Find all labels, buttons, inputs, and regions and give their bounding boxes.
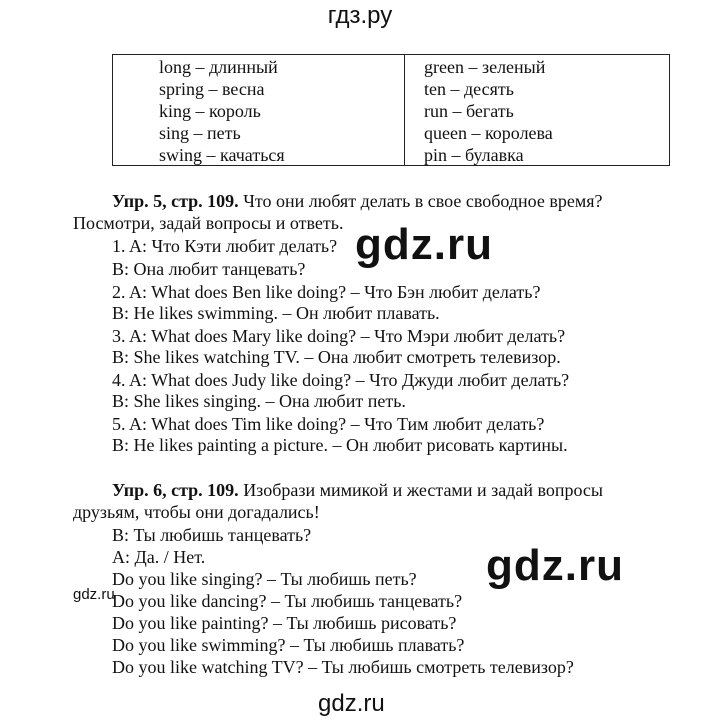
vocab-item: queen – королева [424,123,553,143]
question-line: Do you like watching TV? – Ты любишь смотреть телевизор? [112,657,574,677]
vocab-item: long – длинный [159,57,278,77]
question-line: Do you like painting? – Ты любишь рисовать? [112,613,457,633]
vocab-item: pin – булавка [424,145,524,165]
watermark-footer: gdz.ru [318,690,385,717]
exercise-5-intro: Что они любят делать в свое свободное время? [238,191,603,211]
vocab-item: swing – качаться [159,145,285,165]
dialogue-line: B: She likes watching TV. – Она любит смотреть телевизор. [112,347,561,367]
exercise-5-title: Упр. 5, стр. 109. [112,191,239,211]
exercise-5-heading [112,191,603,211]
vocab-item: ten – десять [424,79,514,99]
dialogue-line: 5. A: What does Tim like doing? – Что Тим любит делать? [112,414,545,434]
vocab-item: run – бегать [424,101,514,121]
exercise-5-intro-continued: Посмотри, задай вопросы и ответь. [73,213,344,233]
exercise-6-intro-continued: друзьям, чтобы они догадались! [73,502,320,522]
dialogue-line: B: She likes singing. – Она любит петь. [112,391,406,411]
question-line: Do you like singing? – Ты любишь петь? [112,569,417,589]
exercise-6-title: Упр. 6, стр. 109. [112,480,239,500]
dialogue-line: 1. A: Что Кэти любит делать? [112,236,338,256]
watermark-logo: gdz.ru [355,220,493,269]
vocabulary-column-right [404,55,669,165]
question-line: Do you like swimming? – Ты любишь плавать? [112,635,465,655]
watermark-small: gdz.ru [73,586,115,603]
vocab-item: green – зеленый [424,57,546,77]
dialogue-line: 2. A: What does Ben like doing? – Что Бэн любит делать? [112,282,541,302]
exercise-6-intro: Изобрази мимикой и жестами и задай вопросы [238,480,604,500]
exercise-6-heading [112,480,603,500]
dialogue-line: B: Она любит танцевать? [112,259,306,279]
vocab-item: king – король [159,101,261,121]
watermark-logo: gdz.ru [486,541,624,590]
dialogue-line: B: Ты любишь танцевать? [112,525,312,545]
dialogue-line: B: He likes swimming. – Он любит плавать. [112,303,440,323]
question-line: Do you like dancing? – Ты любишь танцевать? [112,591,463,611]
dialogue-line: A: Да. / Нет. [112,547,206,567]
dialogue-line: 4. A: What does Judy like doing? – Что Джуди любит делать? [112,370,570,390]
vocabulary-table [112,54,670,166]
dialogue-line: B: He likes painting a picture. – Он любит рисовать картины. [112,435,568,455]
vocab-item: sing – петь [159,123,241,143]
vocabulary-column-left [113,55,404,165]
dialogue-line: 3. A: What does Mary like doing? – Что Мэри любит делать? [112,326,566,346]
site-header: гдз.ру [327,2,393,29]
vocab-item: spring – весна [159,79,265,99]
